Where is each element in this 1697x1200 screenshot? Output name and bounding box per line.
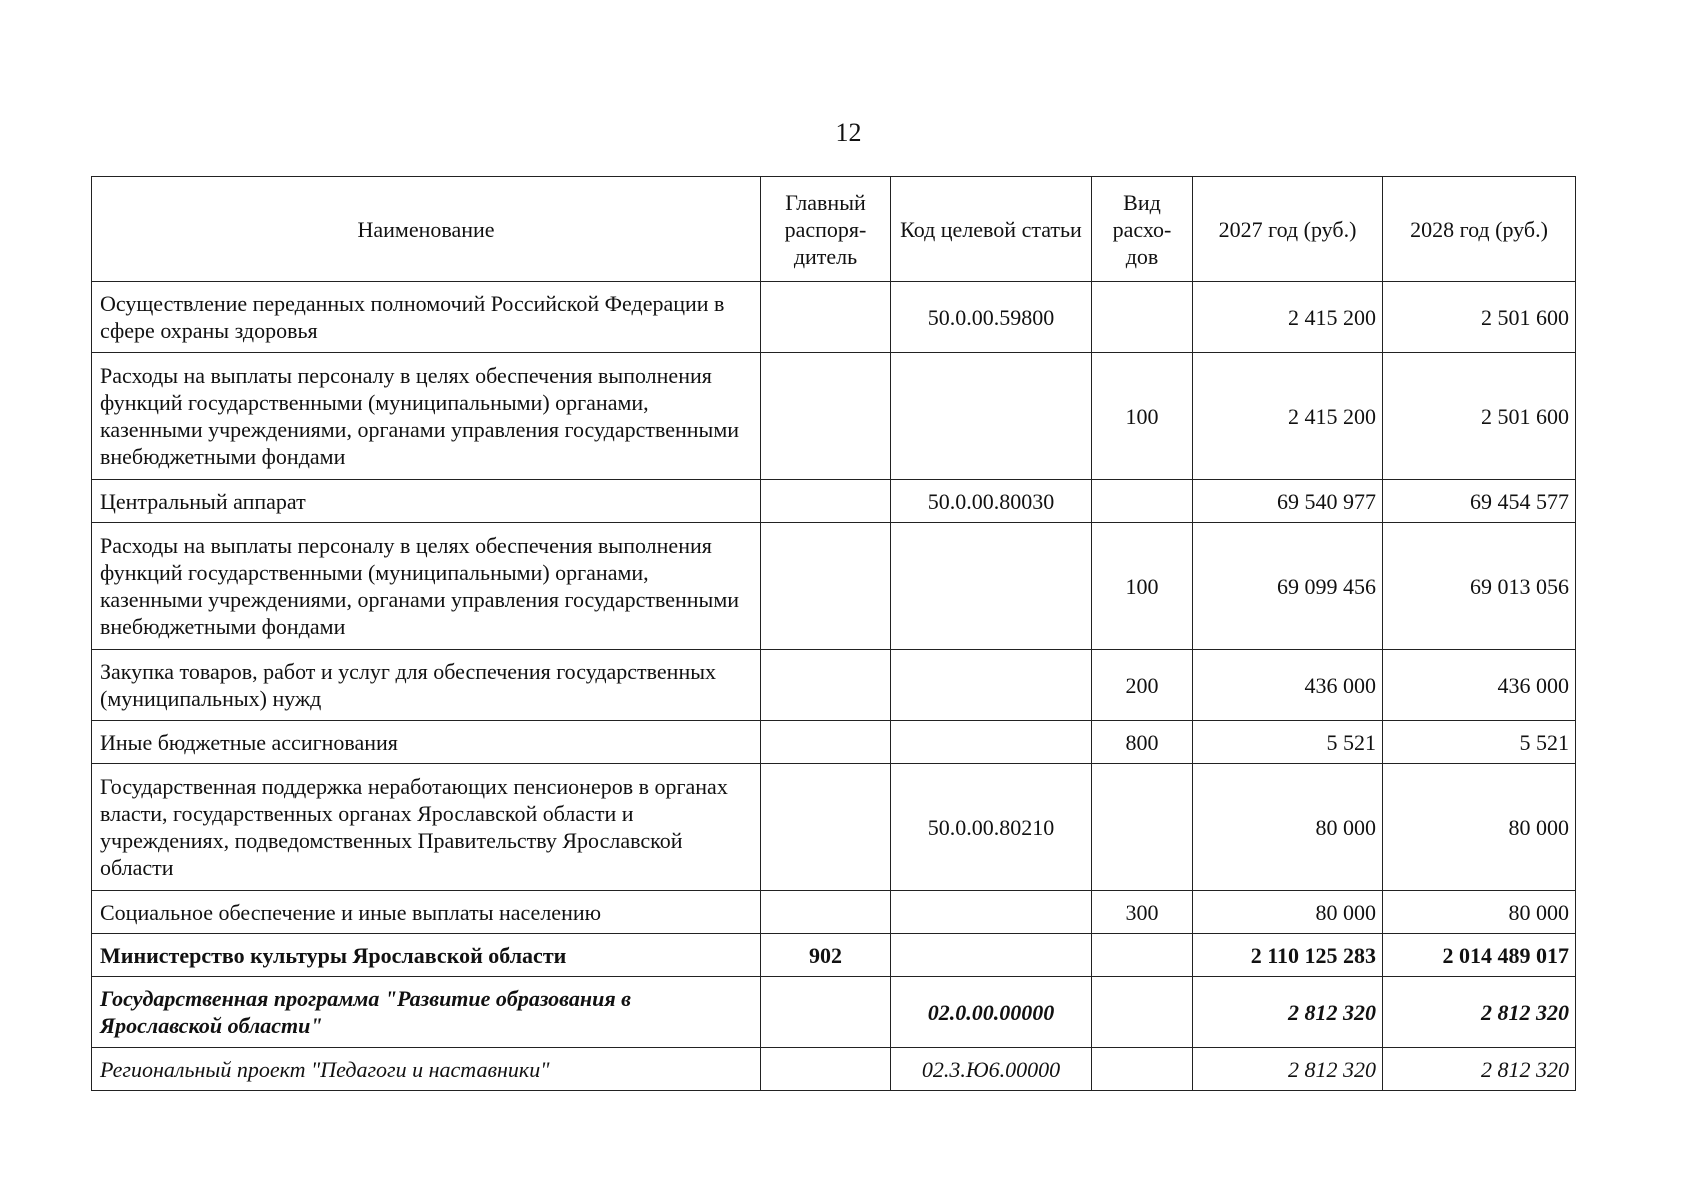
table-row (92, 764, 1576, 891)
cell-2028: 2 812 320 (1383, 977, 1576, 1048)
cell-code (891, 353, 1092, 480)
cell-2028: 80 000 (1383, 891, 1576, 934)
cell-name: Центральный аппарат (92, 480, 761, 523)
header-year-2028: 2028 год (руб.) (1383, 177, 1576, 282)
cell-distributor (761, 523, 891, 650)
cell-type (1092, 282, 1193, 353)
cell-2027: 2 812 320 (1193, 977, 1383, 1048)
table-row (92, 721, 1576, 764)
cell-type: 100 (1092, 523, 1193, 650)
header-distributor: Главный распоря-дитель (761, 177, 891, 282)
cell-2028: 80 000 (1383, 764, 1576, 891)
cell-type (1092, 1048, 1193, 1091)
cell-2027: 2 415 200 (1193, 282, 1383, 353)
cell-distributor (761, 480, 891, 523)
table-body (92, 282, 1576, 1091)
table-row (92, 1048, 1576, 1091)
cell-2028: 2 501 600 (1383, 282, 1576, 353)
cell-code (891, 934, 1092, 977)
cell-code (891, 721, 1092, 764)
cell-2028: 436 000 (1383, 650, 1576, 721)
cell-code: 02.3.Ю6.00000 (891, 1048, 1092, 1091)
cell-2028: 69 013 056 (1383, 523, 1576, 650)
cell-name: Государственная поддержка неработающих пенсионеров в органах власти, государственных органах Ярославской области и учреждениях, подведомственных Правительству Ярославской области (92, 764, 761, 891)
cell-2027: 5 521 (1193, 721, 1383, 764)
cell-2027: 2 415 200 (1193, 353, 1383, 480)
cell-type (1092, 977, 1193, 1048)
cell-distributor (761, 764, 891, 891)
cell-code (891, 523, 1092, 650)
header-year-2027: 2027 год (руб.) (1193, 177, 1383, 282)
cell-2027: 2 812 320 (1193, 1048, 1383, 1091)
header-expense-type: Вид расхо-дов (1092, 177, 1193, 282)
cell-2028: 2 501 600 (1383, 353, 1576, 480)
table-header (92, 177, 1576, 282)
cell-name: Социальное обеспечение и иные выплаты населению (92, 891, 761, 934)
cell-name: Расходы на выплаты персоналу в целях обеспечения выполнения функций государственными (муниципальными) органами, казенными учреждениями, органами управления государственными внебюджетными фондами (92, 353, 761, 480)
cell-type: 200 (1092, 650, 1193, 721)
cell-2027: 69 099 456 (1193, 523, 1383, 650)
cell-code: 50.0.00.80030 (891, 480, 1092, 523)
cell-code (891, 650, 1092, 721)
table-row (92, 977, 1576, 1048)
cell-distributor (761, 977, 891, 1048)
cell-code (891, 891, 1092, 934)
cell-code: 50.0.00.59800 (891, 282, 1092, 353)
cell-distributor (761, 282, 891, 353)
cell-type (1092, 480, 1193, 523)
cell-2028: 2 014 489 017 (1383, 934, 1576, 977)
cell-name: Региональный проект "Педагоги и наставники" (92, 1048, 761, 1091)
cell-distributor (761, 891, 891, 934)
cell-code: 50.0.00.80210 (891, 764, 1092, 891)
cell-distributor (761, 353, 891, 480)
table-row (92, 650, 1576, 721)
table-row (92, 891, 1576, 934)
page-number: 12 (835, 118, 862, 147)
cell-name: Осуществление переданных полномочий Российской Федерации в сфере охраны здоровья (92, 282, 761, 353)
cell-distributor (761, 721, 891, 764)
header-name: Наименование (92, 177, 761, 282)
cell-2028: 69 454 577 (1383, 480, 1576, 523)
budget-table (91, 176, 1576, 1091)
table-row (92, 523, 1576, 650)
cell-type: 100 (1092, 353, 1193, 480)
header-target-code: Код целевой статьи (891, 177, 1092, 282)
cell-name: Министерство культуры Ярославской области (92, 934, 761, 977)
cell-name: Расходы на выплаты персоналу в целях обеспечения выполнения функций государственными (муниципальными) органами, казенными учреждениями, органами управления государственными внебюджетными фондами (92, 523, 761, 650)
table-row (92, 353, 1576, 480)
table-row (92, 282, 1576, 353)
cell-2027: 80 000 (1193, 764, 1383, 891)
cell-2027: 436 000 (1193, 650, 1383, 721)
cell-2027: 69 540 977 (1193, 480, 1383, 523)
cell-code: 02.0.00.00000 (891, 977, 1092, 1048)
cell-name: Государственная программа "Развитие образования в Ярославской области" (92, 977, 761, 1048)
cell-2028: 5 521 (1383, 721, 1576, 764)
cell-type (1092, 934, 1193, 977)
cell-distributor (761, 650, 891, 721)
cell-2028: 2 812 320 (1383, 1048, 1576, 1091)
table-row (92, 480, 1576, 523)
cell-name: Закупка товаров, работ и услуг для обеспечения государственных (муниципальных) нужд (92, 650, 761, 721)
cell-type (1092, 764, 1193, 891)
cell-2027: 80 000 (1193, 891, 1383, 934)
cell-type: 800 (1092, 721, 1193, 764)
cell-distributor: 902 (761, 934, 891, 977)
table-row (92, 934, 1576, 977)
cell-name: Иные бюджетные ассигнования (92, 721, 761, 764)
cell-distributor (761, 1048, 891, 1091)
cell-2027: 2 110 125 283 (1193, 934, 1383, 977)
cell-type: 300 (1092, 891, 1193, 934)
